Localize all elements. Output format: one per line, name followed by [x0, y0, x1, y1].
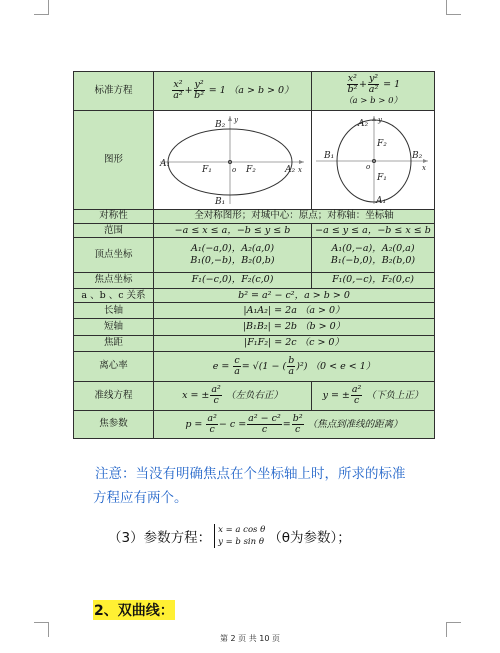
focal-parameter-value: p = $\frac{\text{a²}}{c}$ − c = $\frac{\text{a² − c²}}{c}$ = $\frac{\text{b²}}{c}$ （焦点到准线的距离）	[154, 410, 435, 438]
table-row	[74, 72, 435, 111]
eccentricity-value: e = $\frac{c}{a}$ = √(1 − ( $\frac{b}{a}$ )²) （0 < e < 1）	[154, 351, 435, 381]
table-row	[74, 272, 435, 288]
standard-equation-vertical: $\frac{\text{x²}}{\text{b²}}$ + $\frac{\text{y²}}{\text{a²}}$ = 1 （a > b > 0）	[312, 72, 435, 111]
parametric-equation	[108, 524, 351, 548]
vertex-b2-label: B₂	[214, 119, 225, 130]
row-label: 焦点坐标	[74, 272, 154, 288]
origin-label: o	[366, 162, 371, 171]
vertex-a1-label: A₁	[159, 158, 170, 169]
crop-mark	[34, 0, 49, 15]
row-label: 焦距	[74, 335, 154, 351]
param-suffix: （θ为参数）；	[268, 530, 351, 546]
param-system: x = a cos θ y = b sin θ	[214, 524, 265, 548]
table-row	[74, 209, 435, 223]
table-row	[74, 224, 435, 238]
ellipse-horizontal-diagram	[158, 114, 308, 206]
x-axis-label: x	[297, 165, 302, 174]
row-label: 准线方程	[74, 382, 154, 410]
focus-f2-label: F₂	[377, 138, 387, 149]
note-paragraph	[93, 462, 433, 510]
ellipse-properties-table	[73, 71, 435, 439]
y-axis-label: y	[378, 115, 382, 124]
table-row	[74, 382, 435, 410]
range-horizontal: −a ≤ x ≤ a，−b ≤ y ≤ b	[154, 224, 312, 238]
focal-distance-value: |F₁F₂| = 2c （c > 0）	[154, 335, 435, 351]
table-row	[74, 303, 435, 319]
row-label: a 、b 、c 关系	[74, 288, 154, 302]
note-line: 方程应有两个。	[93, 490, 188, 506]
table-row	[74, 319, 435, 335]
vertex-a2-label: A₂	[358, 118, 369, 129]
vertex-a2-label: A₂	[284, 164, 295, 175]
major-axis-value: |A₁A₂| = 2a （a > 0）	[154, 303, 435, 319]
vertex-b1-label: B₁	[324, 150, 335, 161]
row-label: 顶点坐标	[74, 238, 154, 272]
row-label: 对称性	[74, 209, 154, 223]
crop-mark	[446, 0, 461, 15]
ellipse-figure-vertical	[312, 110, 435, 209]
section-heading: 2、双曲线：	[93, 600, 175, 620]
abc-relation-value: b² = a² − c²，a > b > 0	[154, 288, 435, 302]
y-axis-label: y	[233, 115, 238, 124]
row-label: 离心率	[74, 351, 154, 381]
table-row	[74, 335, 435, 351]
row-label: 焦参数	[74, 410, 154, 438]
ellipse-vertical-diagram	[314, 114, 432, 206]
range-vertical: −a ≤ y ≤ a，−b ≤ x ≤ b	[312, 224, 435, 238]
table-row	[74, 410, 435, 438]
note-line: 注意：当没有明确焦点在个坐标轴上时，所求的标准	[95, 466, 406, 482]
table-row	[74, 110, 435, 209]
focus-f1-label: F₁	[377, 172, 387, 183]
foci-horizontal: F₁(−c,0)，F₂(c,0)	[154, 272, 312, 288]
origin-label: o	[231, 165, 236, 174]
param-prefix: （3）参数方程：	[108, 530, 212, 546]
table-row	[74, 238, 435, 272]
vertex-b1-label: B₁	[214, 196, 225, 206]
directrix-horizontal: x = ± $\frac{\text{a²}}{c}$ （左负右正）	[154, 382, 312, 410]
table-row	[74, 288, 435, 302]
row-label: 标准方程	[74, 72, 154, 111]
table-row	[74, 351, 435, 381]
standard-equation-horizontal: $\frac{\text{x²}}{\text{a²}}$ + $\frac{\text{y²}}{\text{b²}}$ = 1 （a > b > 0）	[154, 72, 312, 111]
x-axis-label: x	[422, 163, 426, 172]
minor-axis-value: |B₁B₂| = 2b （b > 0）	[154, 319, 435, 335]
vertices-vertical: A₁(0,−a)，A₂(0,a) B₁(−b,0)，B₂(b,0)	[312, 238, 435, 272]
row-label: 范围	[74, 224, 154, 238]
row-label: 图形	[74, 110, 154, 209]
row-label: 长轴	[74, 303, 154, 319]
focus-f1-label: F₁	[201, 164, 212, 175]
vertices-horizontal: A₁(−a,0)，A₂(a,0) B₁(0,−b)，B₂(0,b)	[154, 238, 312, 272]
vertex-b2-label: B₂	[412, 150, 423, 161]
row-label: 短轴	[74, 319, 154, 335]
focus-f2-label: F₂	[245, 164, 256, 175]
directrix-vertical: y = ± $\frac{\text{a²}}{c}$ （下负上正）	[312, 382, 435, 410]
page-footer: 第 2 页 共 10 页	[220, 634, 280, 643]
foci-vertical: F₁(0,−c)，F₂(0,c)	[312, 272, 435, 288]
ellipse-figure-horizontal	[154, 110, 312, 209]
vertex-a1-label: A₁	[376, 195, 387, 206]
symmetry-value: 全对称图形；对城中心：原点；对称轴：坐标轴	[154, 209, 435, 223]
